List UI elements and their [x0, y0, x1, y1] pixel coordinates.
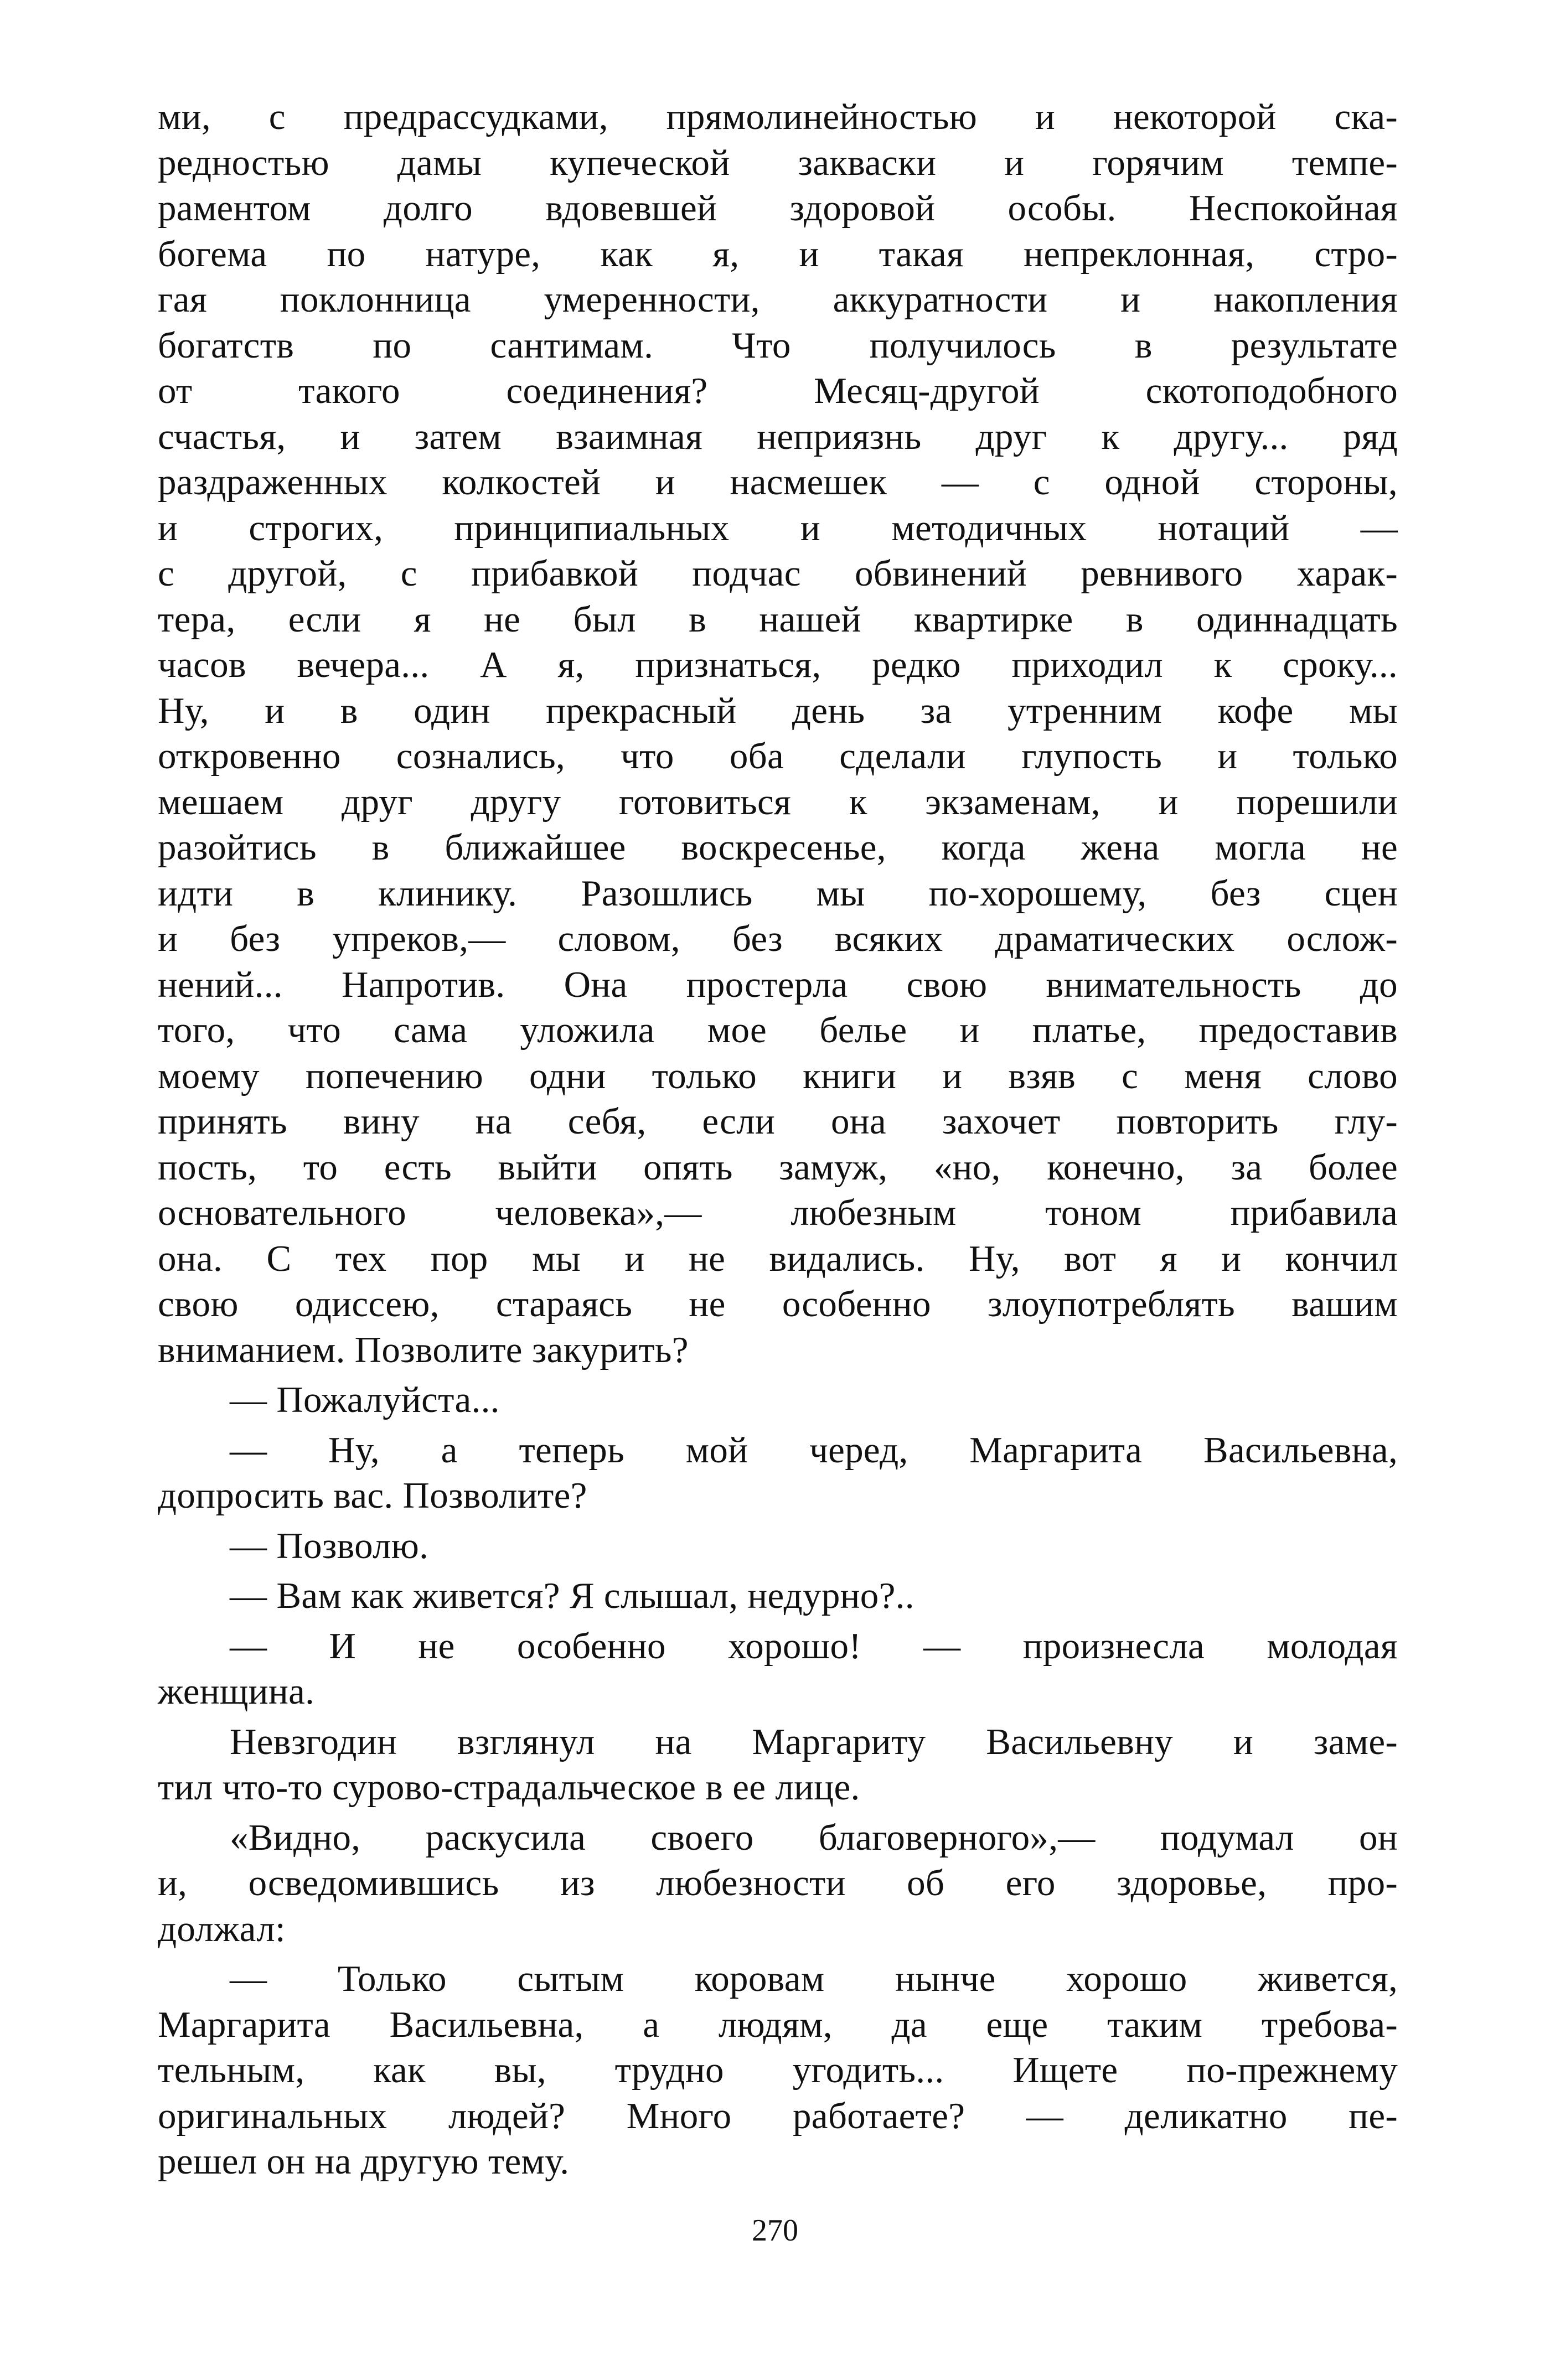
text-line: мешаем друг другу готовиться к экзаменам, и порешили: [158, 781, 1398, 822]
page-number: 270: [752, 2213, 798, 2248]
dialogue-line: — Пожалуйста...: [230, 1379, 500, 1420]
text-line: оригинальных людей? Много работаете? — деликатно пе-: [158, 2095, 1398, 2136]
dialogue-line: — Только сытым коровам нынче хорошо живется,: [230, 1958, 1398, 1999]
text-line: пость, то есть выйти опять замуж, «но, конечно, за более: [158, 1146, 1398, 1188]
text-line: свою одиссею, стараясь не особенно злоупотреблять вашим: [158, 1284, 1398, 1324]
text-line: от такого соединения? Месяц-другой скотоподобного: [158, 370, 1398, 411]
text-line: часов вечера... А я, признаться, редко приходил к сроку...: [158, 644, 1398, 685]
paragraph-line: Невзгодин взглянул на Маргариту Васильевну и заме-: [230, 1721, 1398, 1762]
dialogue-line: — И не особенно хорошо! — произнесла молодая: [230, 1625, 1398, 1667]
text-line: тера, если я не был в нашей квартирке в одиннадцать: [158, 598, 1398, 640]
text-line: того, что сама уложила мое белье и платье, предоставив: [158, 1010, 1398, 1051]
text-line: счастья, и затем взаимная неприязнь друг к другу... ряд: [158, 416, 1398, 457]
text-line: должал:: [158, 1908, 286, 1949]
text-line: решел он на другую тему.: [158, 2141, 570, 2182]
text-line: допросить вас. Позволите?: [158, 1475, 587, 1516]
text-line: редностью дамы купеческой закваски и горячим темпе-: [158, 142, 1398, 183]
text-line: женщина.: [158, 1671, 315, 1712]
text-line: и без упреков,— словом, без всяких драматических ослож-: [158, 918, 1398, 959]
text-line: богема по натуре, как я, и такая непреклонная, стро-: [158, 233, 1398, 275]
paragraph-line: «Видно, раскусила своего благоверного»,— подумал он: [230, 1817, 1398, 1858]
dialogue-line: — Позволю.: [230, 1525, 429, 1566]
text-line: и строгих, принципиальных и методичных нотаций —: [158, 507, 1398, 549]
text-line: Маргарита Васильевна, а людям, да еще таким требова-: [158, 2004, 1398, 2045]
text-line: с другой, с прибавкой подчас обвинений ревнивого харак-: [158, 553, 1398, 594]
text-line: и, осведомившись из любезности об его здоровье, про-: [158, 1862, 1398, 1903]
text-line: Ну, и в один прекрасный день за утренним кофе мы: [158, 690, 1398, 731]
text-line: принять вину на себя, если она захочет повторить глу-: [158, 1101, 1398, 1142]
text-line: идти в клинику. Разошлись мы по-хорошему, без сцен: [158, 872, 1398, 914]
dialogue-line: — Ну, а теперь мой черед, Маргарита Васильевна,: [230, 1429, 1398, 1471]
text-line: тельным, как вы, трудно угодить... Ищете по-прежнему: [158, 2050, 1398, 2091]
dialogue-line: — Вам как живется? Я слышал, недурно?..: [230, 1575, 914, 1616]
text-line: гая поклонница умеренности, аккуратности и накопления: [158, 279, 1398, 320]
text-line: нений... Напротив. Она простерла свою внимательность до: [158, 964, 1398, 1005]
text-line: откровенно сознались, что оба сделали глупость и только: [158, 736, 1398, 777]
text-line: ми, с предрассудками, прямолинейностью и некоторой ска-: [158, 96, 1398, 137]
text-line: разойтись в ближайшее воскресенье, когда жена могла не: [158, 827, 1398, 868]
text-line: основательного человека»,— любезным тоном прибавила: [158, 1192, 1398, 1233]
text-line: вниманием. Позволите закурить?: [158, 1329, 689, 1370]
page-text: [158, 94, 1398, 2185]
text-line: тил что-то сурово-страдальческое в ее лице.: [158, 1767, 860, 1808]
text-line: она. С тех пор мы и не видались. Ну, вот я и кончил: [158, 1238, 1398, 1279]
text-line: раздраженных колкостей и насмешек — с одной стороны,: [158, 462, 1398, 503]
text-line: раментом долго вдовевшей здоровой особы. Неспокойная: [158, 188, 1398, 229]
text-line: богатств по сантимам. Что получилось в результате: [158, 324, 1398, 366]
text-line: моему попечению одни только книги и взяв с меня слово: [158, 1055, 1398, 1096]
